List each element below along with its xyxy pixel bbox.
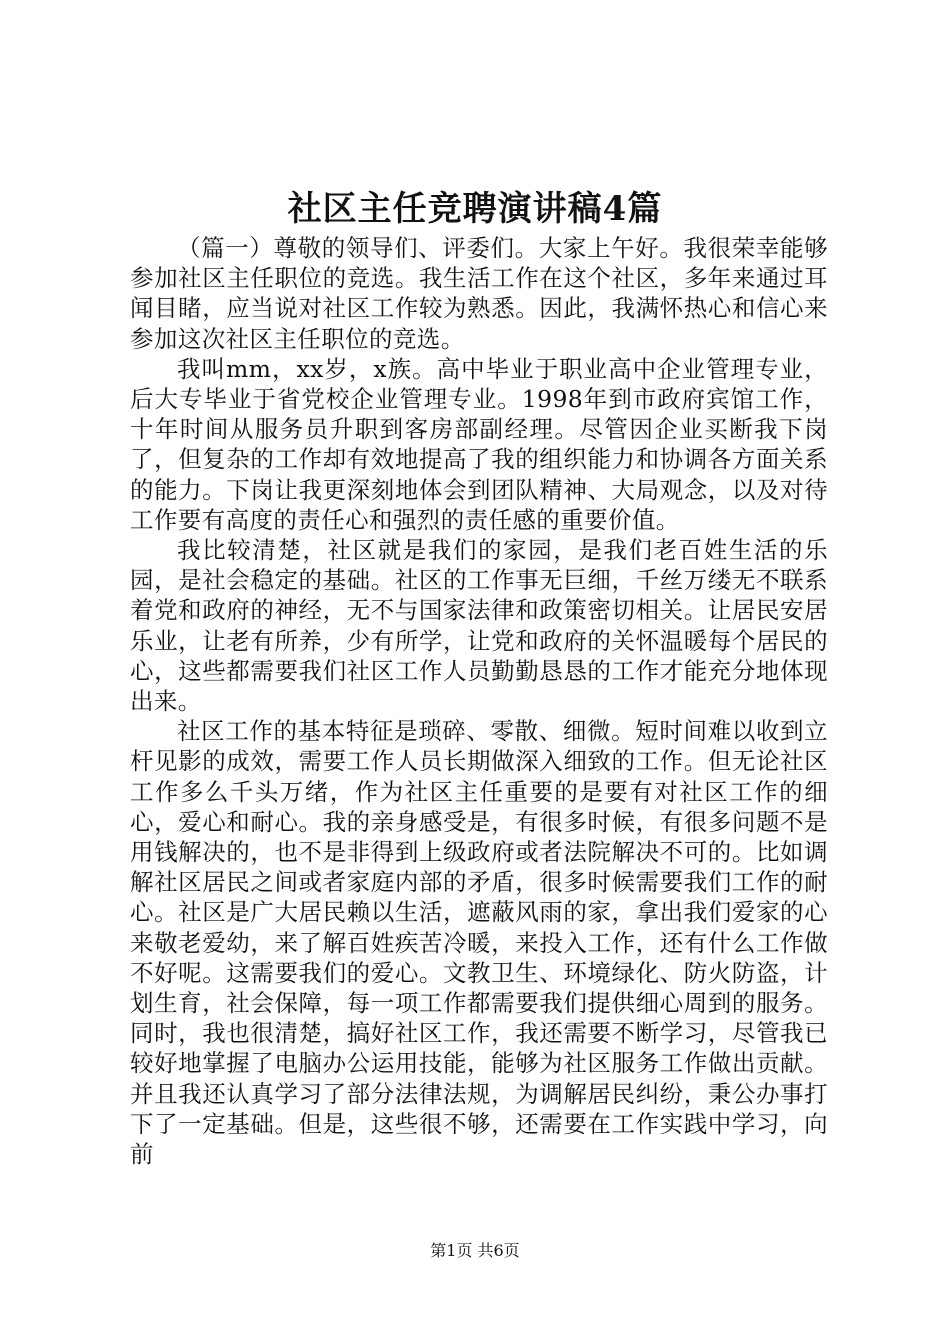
paragraph-4: 社区工作的基本特征是琐碎、零散、细微。短时间难以收到立杆见影的成效，需要工作人员长期做深入细致的工作。但无论社区工作多么千头万绪，作为社区主任重要的是要有对社区工作的细心，爱心和耐心。我的亲身感受是，有很多时候，有很多问题不是用钱解决的，也不是非得到上级政府或者法院解决不可的。比如调解社区居民之间或者家庭内部的矛盾，很多时候需要我们工作的耐心。社区是广大居民赖以生活，遮蔽风雨的家，拿出我们爱家的心来敬老爱幼，来了解百姓疾苦冷暖，来投入工作，还有什么工作做不好呢。这需要我们的爱心。文教卫生、环境绿化、防火防盗，计划生育，社会保障，每一项工作都需要我们提供细心周到的服务。同时，我也很清楚，搞好社区工作，我还需要不断学习，尽管我已较好地掌握了电脑办公运用技能，能够为社区服务工作做出贡献。并且我还认真学习了部分法律法规，为调解居民纠纷，秉公办事打下了一定基础。但是，这些很不够，还需要在工作实践中学习，向前 xyxy=(130,717,828,1169)
paragraph-1: （篇一）尊敬的领导们、评委们。大家上午好。我很荣幸能够参加社区主任职位的竞选。我生活工作在这个社区，多年来通过耳闻目睹，应当说对社区工作较为熟悉。因此，我满怀热心和信心来参加这次社区主任职位的竞选。 xyxy=(130,234,828,353)
document-title: 社区主任竞聘演讲稿4篇 xyxy=(287,189,663,229)
document-body xyxy=(130,233,828,1169)
page-footer: 第1页 共6页 xyxy=(430,1241,520,1260)
paragraph-3: 我比较清楚，社区就是我们的家园，是我们老百姓生活的乐园，是社会稳定的基础。社区的工作事无巨细，千丝万缕无不联系着党和政府的神经，无不与国家法律和政策密切相关。让居民安居乐业，让老有所养，少有所学，让党和政府的关怀温暖每个居民的心，这些都需要我们社区工作人员勤勤恳恳的工作才能充分地体现出来。 xyxy=(130,536,828,716)
paragraph-2: 我叫mm，xx岁，x族。高中毕业于职业高中企业管理专业，后大专毕业于省党校企业管理专业。1998年到市政府宾馆工作，十年时间从服务员升职到客房部副经理。尽管因企业买断我下岗了，但复杂的工作却有效地提高了我的组织能力和协调各方面关系的能力。下岗让我更深刻地体会到团队精神、大局观念，以及对待工作要有高度的责任心和强烈的责任感的重要价值。 xyxy=(130,354,828,534)
